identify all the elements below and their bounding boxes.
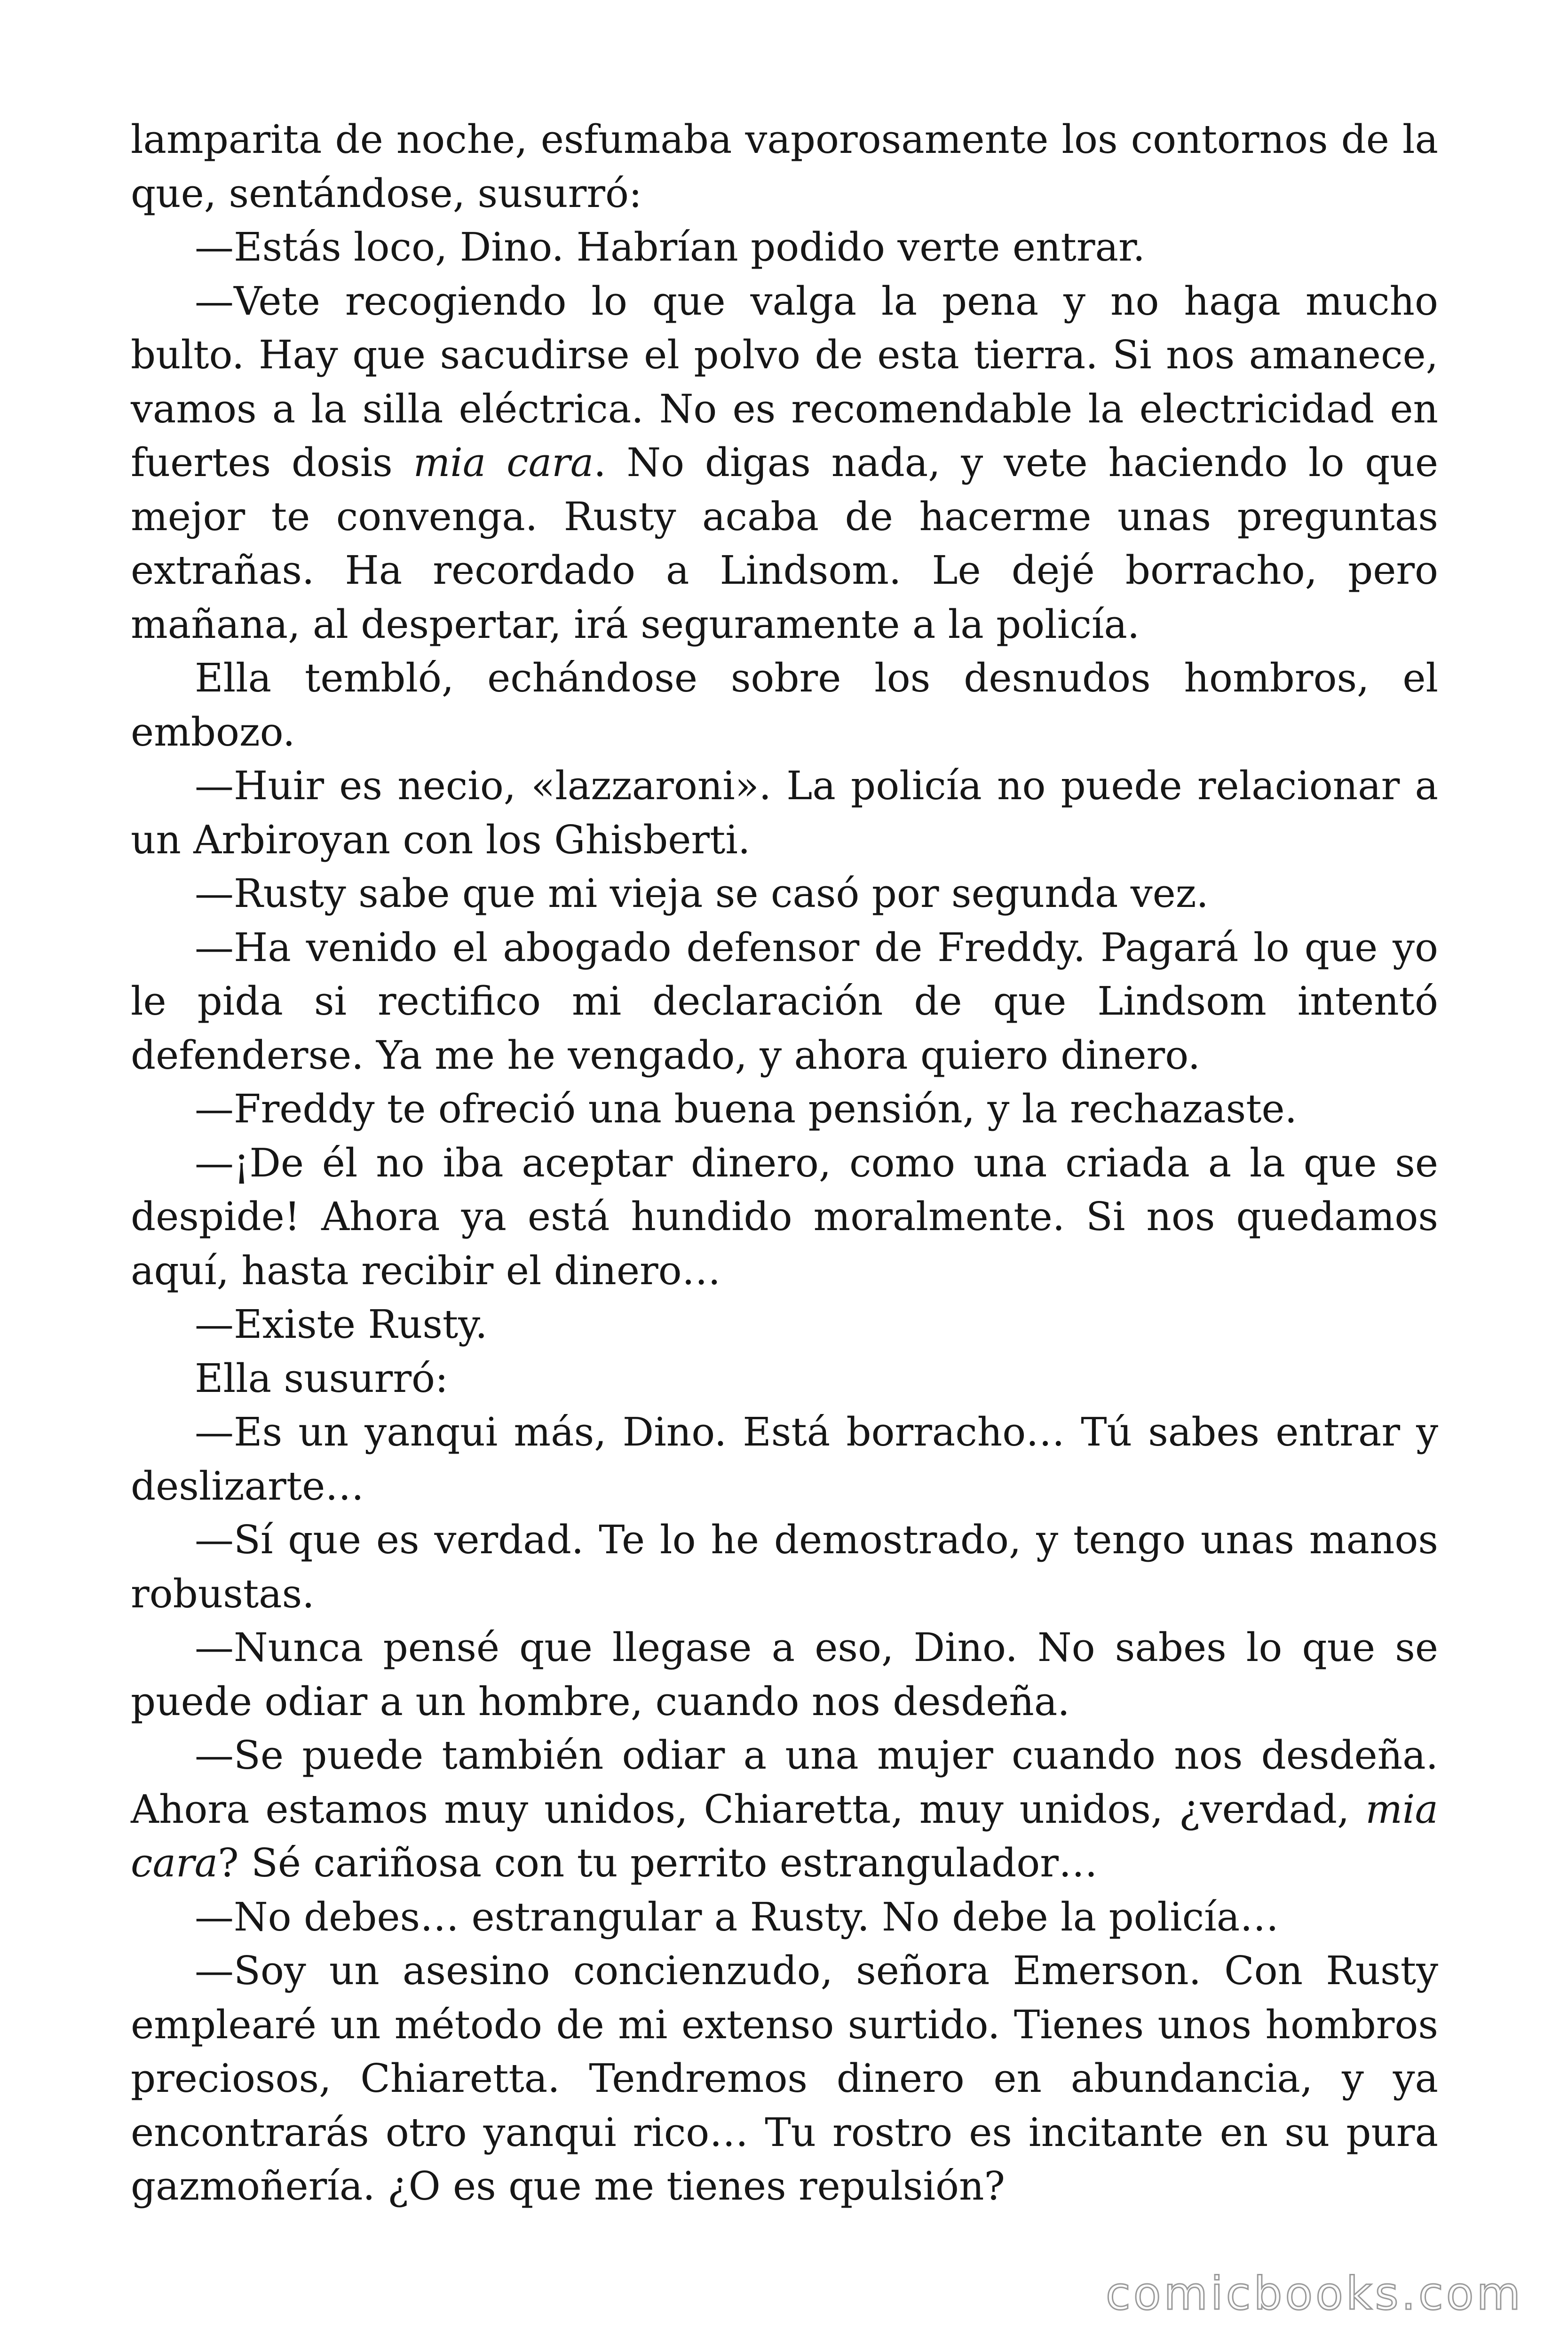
paragraph [131, 1891, 1438, 1945]
paragraph-text: ? Sé cariñosa con tu perrito estrangulador… [218, 1840, 1098, 1886]
paragraph [131, 1298, 1438, 1352]
paragraph [131, 1729, 1438, 1891]
paragraph [131, 113, 1438, 221]
paragraph-text: Ella susurró: [195, 1355, 448, 1401]
paragraph-text: —Rusty sabe que mi vieja se casó por segunda vez. [195, 871, 1209, 916]
paragraph [131, 1082, 1438, 1136]
site-watermark: comicbooks.com [1105, 2267, 1523, 2320]
italic-phrase: mia cara [131, 1786, 1438, 1886]
paragraph [131, 652, 1438, 759]
paragraph-text: —Se puede también odiar a una mujer cuando nos desdeña. Ahora estamos muy unidos, Chiaretta, muy unidos, ¿verdad, [131, 1732, 1438, 1832]
paragraph-text: —Freddy te ofreció una buena pensión, y la rechazaste. [195, 1086, 1298, 1132]
paragraph [131, 221, 1438, 275]
italic-phrase: mia cara [413, 440, 594, 485]
paragraph [131, 1136, 1438, 1298]
book-page-body [131, 113, 1438, 2214]
paragraph [131, 1513, 1438, 1621]
paragraph [131, 1944, 1438, 2214]
paragraph [131, 921, 1438, 1083]
paragraph [131, 1621, 1438, 1729]
paragraph-text: —Existe Rusty. [195, 1302, 488, 1347]
paragraph-text: —No debes… estrangular a Rusty. No debe la policía… [195, 1894, 1279, 1940]
paragraph-text: Ella tembló, echándose sobre los desnudos hombros, el embozo. [131, 655, 1438, 755]
paragraph-text: . No digas nada, y vete haciendo lo que mejor te convenga. Rusty acaba de hacerme unas preguntas extrañas. Ha recordado a Lindsom. Le dejé borracho, pero mañana, al despertar, irá seguramente a la policía. [131, 440, 1439, 647]
paragraph-text: —Soy un asesino concienzudo, señora Emerson. Con Rusty emplearé un método de mi extenso surtido. Tienes unos hombros preciosos, Chiaretta. Tendremos dinero en abundancia, y ya encontrarás otro yanqui rico… Tu rostro es incitante en su pura gazmoñería. ¿O es que me tienes repulsión? [131, 1948, 1438, 2209]
paragraph-text: lamparita de noche, esfumaba vaporosamente los contornos de la que, sentándose, susurró: [131, 117, 1438, 216]
paragraph-text: —Huir es necio, «lazzaroni». La policía no puede relacionar a un Arbiroyan con los Ghisberti. [131, 763, 1438, 863]
paragraph [131, 1352, 1438, 1406]
paragraph-text: —Sí que es verdad. Te lo he demostrado, y tengo unas manos robustas. [131, 1517, 1438, 1617]
paragraph [131, 1406, 1438, 1513]
paragraph-text: —Es un yanqui más, Dino. Está borracho… Tú sabes entrar y deslizarte… [131, 1409, 1438, 1509]
paragraph-text: —¡De él no iba aceptar dinero, como una criada a la que se despide! Ahora ya está hundido moralmente. Si nos quedamos aquí, hasta recibir el dinero… [131, 1140, 1438, 1294]
paragraph-text: —Ha venido el abogado defensor de Freddy. Pagará lo que yo le pida si rectifico mi declaración de que Lindsom intentó defenderse. Ya me he vengado, y ahora quiero dinero. [131, 924, 1438, 1078]
paragraph-text: —Vete recogiendo lo que valga la pena y no haga mucho bulto. Hay que sacudirse el polvo de esta tierra. Si nos amanece, vamos a la silla eléctrica. No es recomendable la electricidad en fuertes dosis [131, 278, 1438, 485]
paragraph [131, 275, 1438, 652]
paragraph [131, 867, 1438, 921]
paragraph-text: —Nunca pensé que llegase a eso, Dino. No sabes lo que se puede odiar a un hombre, cuando nos desdeña. [131, 1625, 1438, 1724]
paragraph-text: —Estás loco, Dino. Habrían podido verte entrar. [195, 224, 1145, 270]
paragraph [131, 759, 1438, 867]
